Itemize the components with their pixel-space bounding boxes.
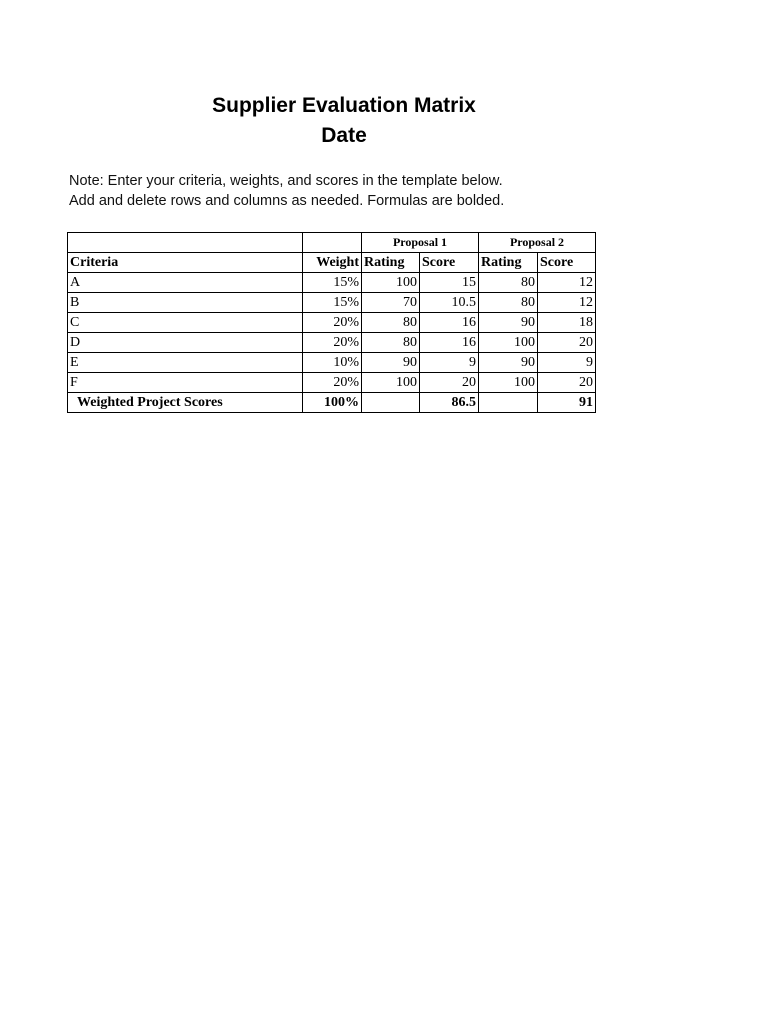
proposal-1-header[interactable]: Proposal 1	[362, 233, 479, 253]
total-label-cell[interactable]: Weighted Project Scores	[68, 393, 303, 413]
rating-2-cell[interactable]: 100	[479, 373, 538, 393]
table-row	[68, 373, 596, 393]
table-row	[68, 293, 596, 313]
criteria-cell[interactable]: D	[68, 333, 303, 353]
total-row	[68, 393, 596, 413]
criteria-cell[interactable]: C	[68, 313, 303, 333]
rating-2-cell[interactable]: 90	[479, 313, 538, 333]
score-1-cell[interactable]: 16	[420, 333, 479, 353]
table-column-header-row	[68, 253, 596, 273]
rating-1-cell[interactable]: 80	[362, 333, 420, 353]
table-row	[68, 313, 596, 333]
criteria-cell[interactable]: E	[68, 353, 303, 373]
proposal-2-header[interactable]: Proposal 2	[479, 233, 596, 253]
score-1-header[interactable]: Score	[420, 253, 479, 273]
weight-header[interactable]: Weight	[303, 253, 362, 273]
score-2-cell[interactable]: 9	[538, 353, 596, 373]
criteria-cell[interactable]: A	[68, 273, 303, 293]
weight-cell[interactable]: 15%	[303, 273, 362, 293]
table-row	[68, 353, 596, 373]
score-1-cell[interactable]: 15	[420, 273, 479, 293]
weight-cell[interactable]: 15%	[303, 293, 362, 313]
rating-1-cell[interactable]: 100	[362, 273, 420, 293]
note-line-1: Note: Enter your criteria, weights, and scores in the template below.	[69, 173, 503, 189]
empty-total-cell[interactable]	[479, 393, 538, 413]
rating-1-cell[interactable]: 70	[362, 293, 420, 313]
empty-header-cell[interactable]	[68, 233, 303, 253]
score-1-cell[interactable]: 16	[420, 313, 479, 333]
score-2-cell[interactable]: 12	[538, 273, 596, 293]
rating-2-cell[interactable]: 100	[479, 333, 538, 353]
rating-1-cell[interactable]: 100	[362, 373, 420, 393]
score-1-cell[interactable]: 20	[420, 373, 479, 393]
score-1-cell[interactable]: 10.5	[420, 293, 479, 313]
rating-2-cell[interactable]: 80	[479, 293, 538, 313]
score-2-cell[interactable]: 12	[538, 293, 596, 313]
criteria-cell[interactable]: B	[68, 293, 303, 313]
evaluation-table	[67, 232, 596, 413]
note-line-2: Add and delete rows and columns as needed. Formulas are bolded.	[69, 193, 505, 209]
score-2-cell[interactable]: 20	[538, 333, 596, 353]
weight-cell[interactable]: 20%	[303, 333, 362, 353]
score-2-cell[interactable]: 20	[538, 373, 596, 393]
rating-1-cell[interactable]: 80	[362, 313, 420, 333]
rating-1-cell[interactable]: 90	[362, 353, 420, 373]
score-2-header[interactable]: Score	[538, 253, 596, 273]
page-subtitle-date: Date	[321, 124, 367, 147]
rating-2-cell[interactable]: 90	[479, 353, 538, 373]
weight-cell[interactable]: 20%	[303, 313, 362, 333]
table-row	[68, 273, 596, 293]
criteria-cell[interactable]: F	[68, 373, 303, 393]
score-2-cell[interactable]: 18	[538, 313, 596, 333]
total-score-2-cell[interactable]: 91	[538, 393, 596, 413]
empty-header-cell[interactable]	[303, 233, 362, 253]
weight-cell[interactable]: 10%	[303, 353, 362, 373]
total-score-1-cell[interactable]: 86.5	[420, 393, 479, 413]
total-weight-cell[interactable]: 100%	[303, 393, 362, 413]
table-row	[68, 333, 596, 353]
table-group-header-row	[68, 233, 596, 253]
empty-total-cell[interactable]	[362, 393, 420, 413]
page-title: Supplier Evaluation Matrix	[212, 94, 476, 117]
rating-1-header[interactable]: Rating	[362, 253, 420, 273]
score-1-cell[interactable]: 9	[420, 353, 479, 373]
rating-2-cell[interactable]: 80	[479, 273, 538, 293]
rating-2-header[interactable]: Rating	[479, 253, 538, 273]
criteria-header[interactable]: Criteria	[68, 253, 303, 273]
weight-cell[interactable]: 20%	[303, 373, 362, 393]
